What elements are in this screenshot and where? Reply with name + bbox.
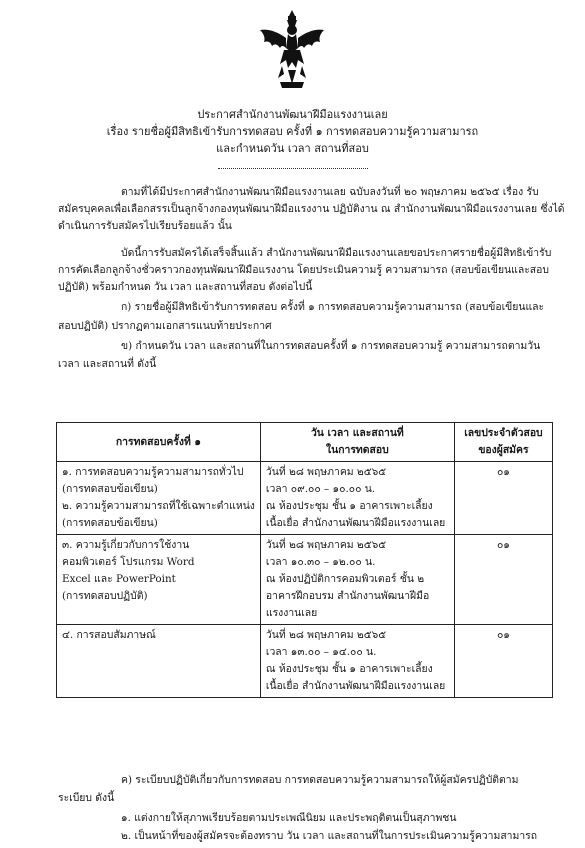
item-a-line1: ก) รายชื่อผู้มีสิทธิเข้ารับการทดสอบ ครั้งที่ ๑ การทดสอบความรู้ความสามารถ (สอบข้อเขียนและ bbox=[121, 301, 545, 313]
table-row bbox=[57, 535, 553, 625]
exam-line: ๓. ความรู้เกี่ยวกับการใช้งาน bbox=[62, 539, 190, 551]
exam-cell bbox=[57, 625, 261, 698]
announcement-subject: เรื่อง รายชื่อผู้มีสิทธิเข้ารับการทดสอบ ครั้งที่ ๑ การทดสอบความรู้ความสามารถ bbox=[106, 125, 479, 138]
table-header-row bbox=[57, 423, 553, 462]
announcement-subject-cont: และกำหนดวัน เวลา สถานที่สอบ bbox=[216, 142, 369, 155]
exam-id-cell: ๐๑ bbox=[454, 462, 552, 535]
exam-line: (การทดสอบปฏิบัติ) bbox=[62, 590, 148, 602]
datetime-line: ณ ห้องปฏิบัติการคอมพิวเตอร์ ชั้น ๒ bbox=[265, 573, 425, 585]
header-exam-id bbox=[454, 423, 552, 462]
para2-line2: การคัดเลือกลูกจ้างชั่วคราวกองทุนพัฒนาฝีมือแรงงาน โดยประเมินความรู้ ความสามารถ (สอบข้อเขียนและสอบ bbox=[58, 264, 549, 276]
exam-line: ๑. การทดสอบความรู้ความสามารถทั่วไป bbox=[62, 466, 244, 478]
header-exam-id-line1: เลขประจำตัวสอบ bbox=[464, 427, 543, 439]
rule-1: ๑. แต่งกายให้สุภาพเรียบร้อยตามประเพณีนิยม และประพฤติตนเป็นสุภาพชน bbox=[121, 812, 457, 824]
table-row bbox=[57, 625, 553, 698]
datetime-line: ณ ห้องประชุม ชั้น ๑ อาคารเพาะเลี้ยง bbox=[265, 663, 433, 675]
para1-line3: ดำเนินการรับสมัครไปเรียบร้อยแล้ว นั้น bbox=[58, 220, 232, 232]
exam-line: Excel และ PowerPoint bbox=[62, 573, 176, 585]
datetime-line: เวลา ๑๐.๓๐ – ๑๒.๐๐ น. bbox=[265, 556, 376, 568]
header-exam-id-line2: ของผู้สมัคร bbox=[478, 444, 529, 456]
datetime-line: วันที่ ๒๘ พฤษภาคม ๒๕๖๕ bbox=[265, 466, 387, 478]
exam-id-cell: ๐๑ bbox=[454, 535, 552, 625]
datetime-line: เวลา ๑๓.๐๐ – ๑๔.๐๐ น. bbox=[265, 646, 377, 658]
table-row bbox=[57, 462, 553, 535]
para2-line1: บัดนี้การรับสมัครได้เสร็จสิ้นแล้ว สำนักงานพัฒนาฝีมือแรงงานเลยขอประกาศรายชื่อผู้มีสิทธิเข้ารับ bbox=[121, 247, 552, 259]
item-c-line1: ค) ระเบียบปฏิบัติเกี่ยวกับการทดสอบ การทดสอบความรู้ความสามารถให้ผู้สมัครปฏิบัติตาม bbox=[121, 774, 519, 786]
datetime-line: วันที่ ๒๘ พฤษภาคม ๒๕๖๕ bbox=[265, 629, 387, 641]
exam-cell bbox=[57, 462, 261, 535]
datetime-line: แรงงานเลย bbox=[265, 607, 318, 619]
exam-line: (การทดสอบข้อเขียน) bbox=[62, 517, 158, 529]
datetime-line: เวลา ๐๙.๐๐ – ๑๐.๐๐ น. bbox=[265, 483, 376, 495]
datetime-line: เนื้อเยื่อ สำนักงานพัฒนาฝีมือแรงงานเลย bbox=[265, 680, 446, 692]
para2-line3: ปฏิบัติ) พร้อมกำหนด วัน เวลา และสถานที่สอบ ดังต่อไปนี้ bbox=[58, 281, 313, 293]
header-datetime bbox=[260, 423, 454, 462]
datetime-line: ณ ห้องประชุม ชั้น ๑ อาคารเพาะเลี้ยง bbox=[265, 500, 433, 512]
exam-line: ๒. ความรู้ความสามารถที่ใช้เฉพาะตำแหน่ง bbox=[62, 500, 255, 512]
datetime-line: เนื้อเยื่อ สำนักงานพัฒนาฝีมือแรงงานเลย bbox=[265, 517, 446, 529]
header-datetime-line1: วัน เวลา และสถานที่ bbox=[310, 427, 404, 439]
datetime-cell bbox=[260, 535, 454, 625]
datetime-line: อาคารฝึกอบรม สำนักงานพัฒนาฝีมือ bbox=[265, 590, 430, 602]
item-b-line2: เวลา และสถานที่ ดังนี้ bbox=[58, 358, 157, 370]
item-b-line1: ข) กำหนดวัน เวลา และสถานที่ในการทดสอบครั้งที่ ๑ การทดสอบความรู้ ความสามารถตามวัน bbox=[121, 340, 541, 352]
datetime-line: วันที่ ๒๘ พฤษภาคม ๒๕๖๕ bbox=[265, 539, 387, 551]
garuda-emblem-icon bbox=[258, 8, 326, 92]
exam-line: คอมพิวเตอร์ โปรแกรม Word bbox=[62, 556, 195, 568]
item-a-line2: สอบปฏิบัติ) ปรากฏตามเอกสารแนบท้ายประกาศ bbox=[58, 320, 272, 332]
header-exam: การทดสอบครั้งที่ ๑ bbox=[57, 423, 261, 462]
separator-dotted-line bbox=[218, 167, 368, 169]
rule-2: ๒. เป็นหน้าที่ของผู้สมัครจะต้องทราบ วัน เวลา และสถานที่ในการประเมินความรู้ความสามารถ bbox=[121, 830, 538, 842]
header-datetime-line2: ในการทดสอบ bbox=[326, 444, 389, 456]
datetime-cell bbox=[260, 462, 454, 535]
exam-cell bbox=[57, 535, 261, 625]
exam-id-cell: ๐๑ bbox=[454, 625, 552, 698]
exam-schedule-table bbox=[56, 422, 553, 698]
item-c-line2: ระเบียบ ดังนี้ bbox=[58, 792, 115, 804]
para1-line1: ตามที่ได้มีประกาศสำนักงานพัฒนาฝีมือแรงงานเลย ฉบับลงวันที่ ๒๐ พฤษภาคม ๒๕๖๕ เรื่อง รับ bbox=[121, 186, 539, 198]
exam-line: (การทดสอบข้อเขียน) bbox=[62, 483, 158, 495]
datetime-cell bbox=[260, 625, 454, 698]
exam-line: ๔. การสอบสัมภาษณ์ bbox=[62, 629, 156, 641]
para1-line2: สมัครบุคคลเพื่อเลือกสรรเป็นลูกจ้างกองทุนพัฒนาฝีมือแรงงาน ปฏิบัติงาน ณ สำนักงานพัฒนาฝีมือแรงงานเลย ซึ่งได้ bbox=[58, 203, 565, 215]
announcement-title: ประกาศสำนักงานพัฒนาฝีมือแรงงานเลย bbox=[197, 108, 388, 121]
